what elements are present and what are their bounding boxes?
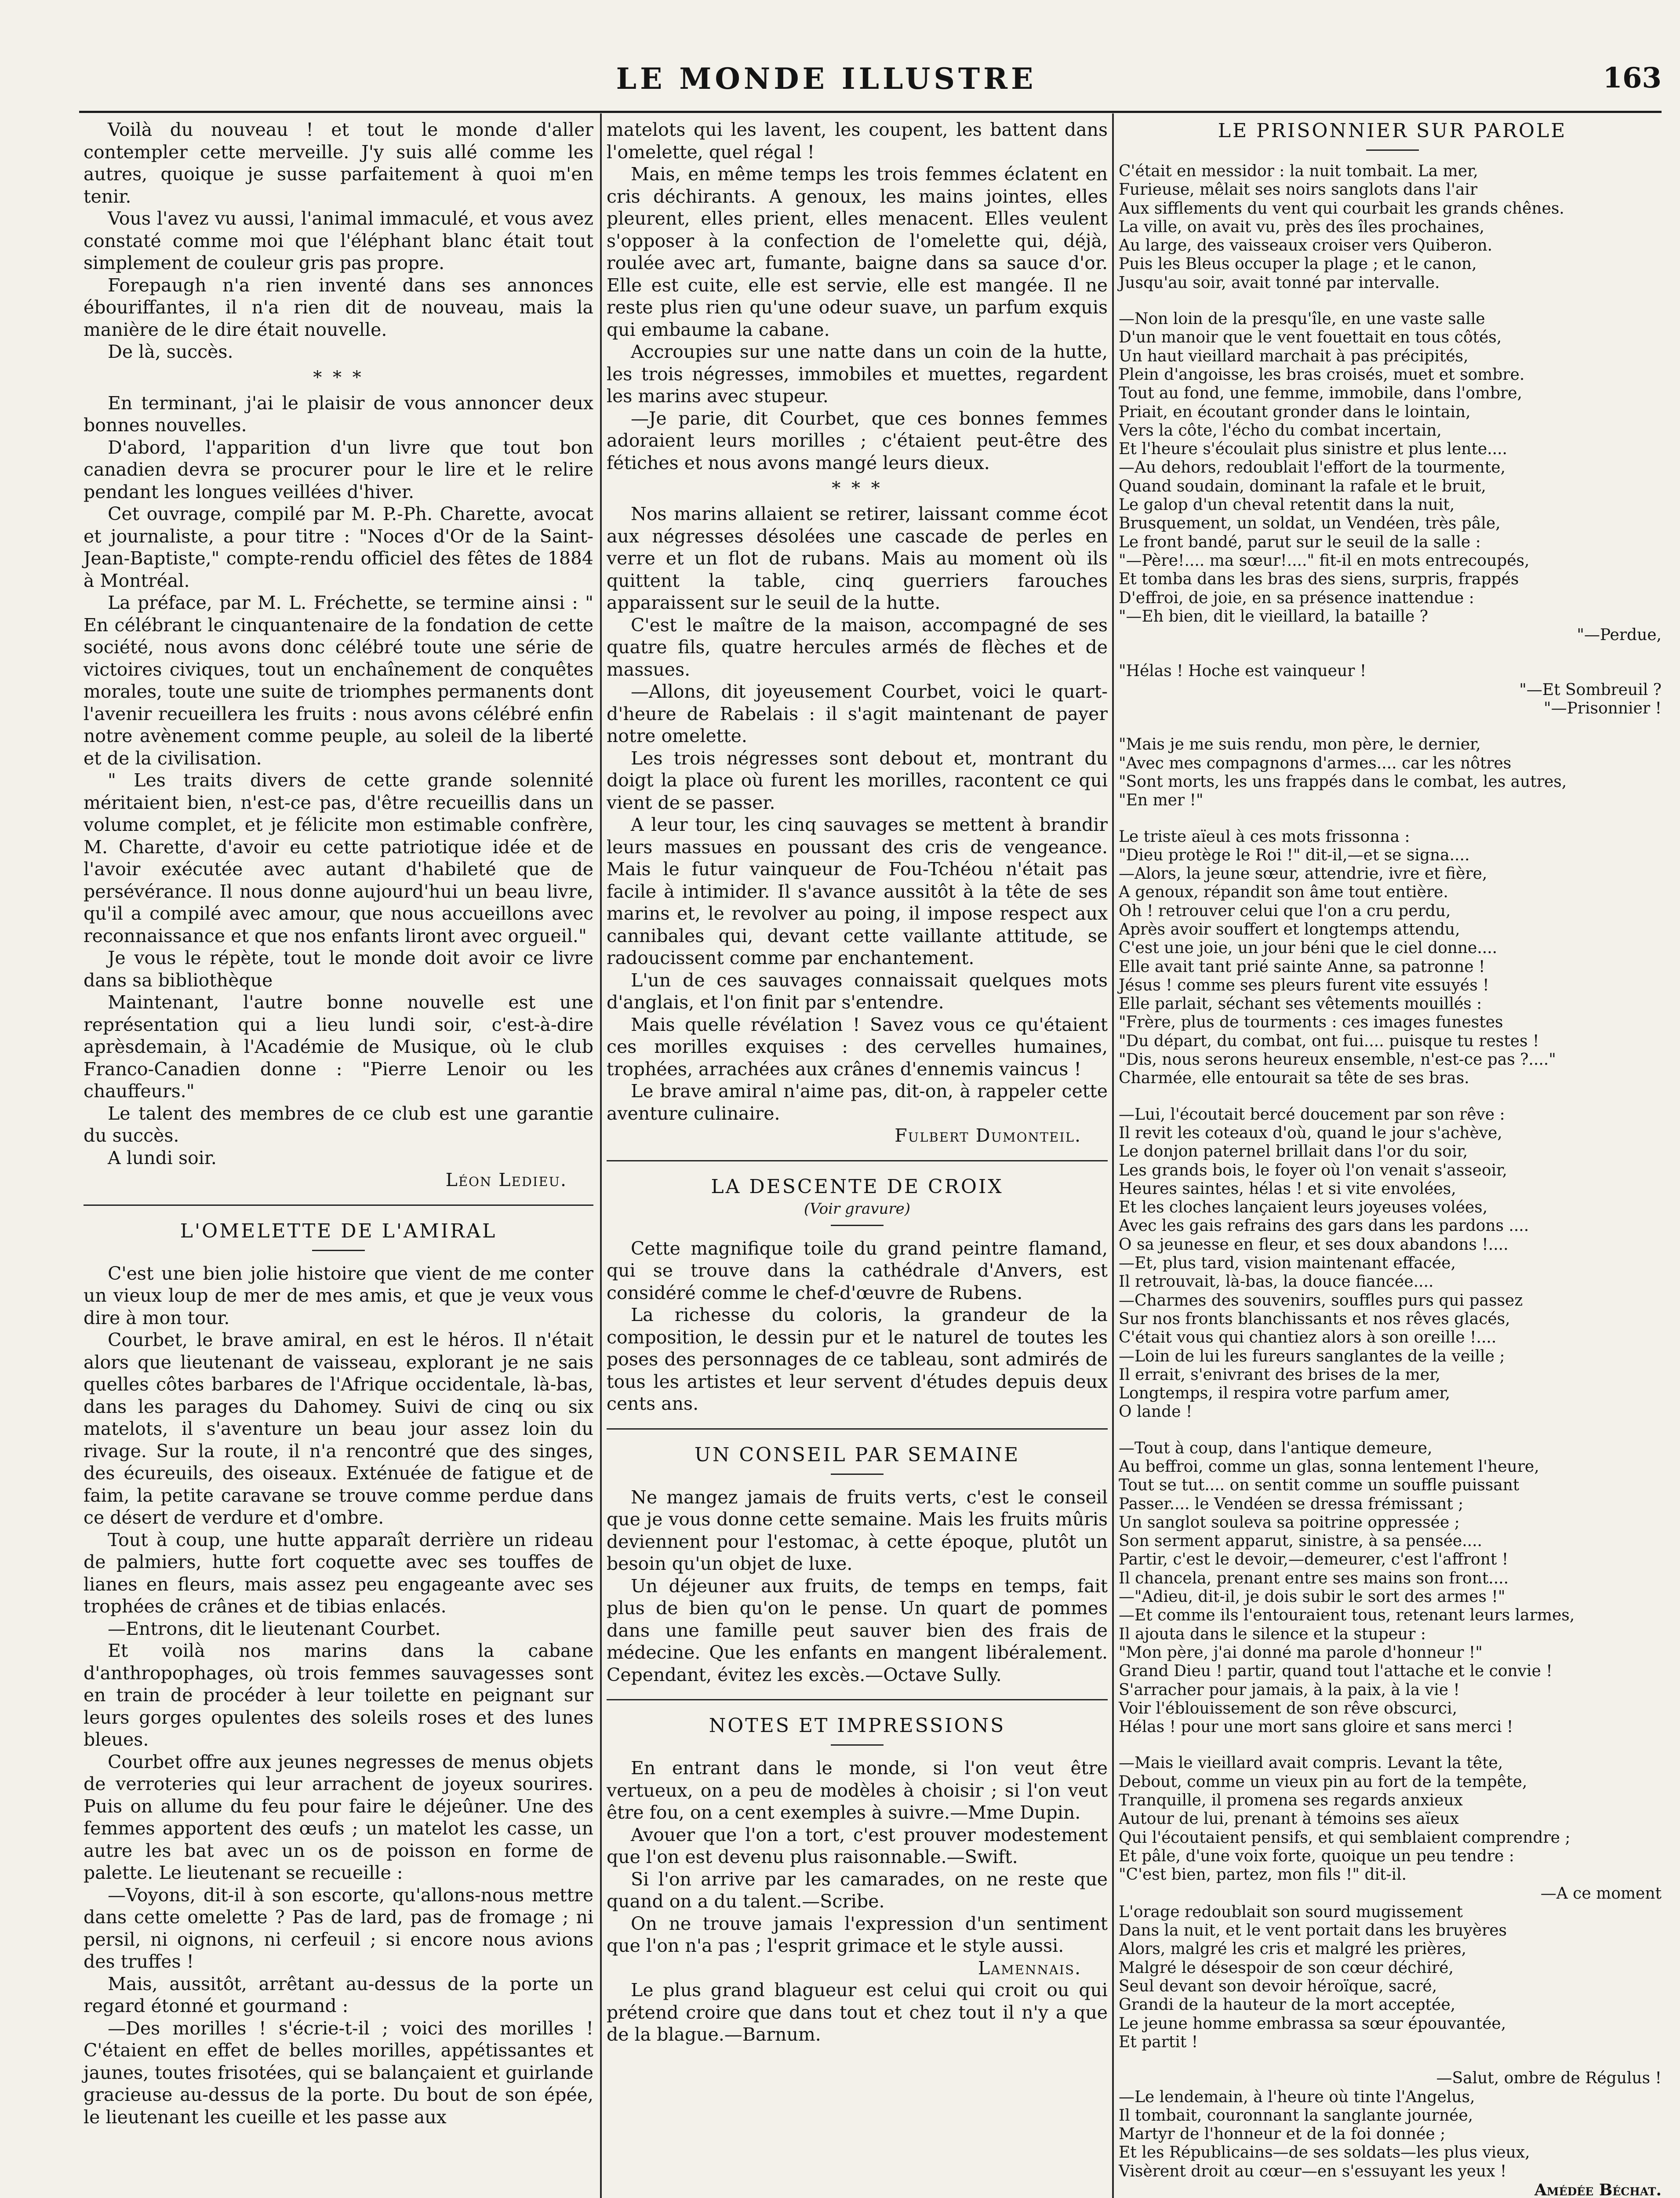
poem-line: Au large, des vaisseaux croiser vers Quiberon.	[1119, 237, 1493, 255]
chronique-paragraph: Je vous le répète, tout le monde doit avoir ce livre dans sa bibliothèque	[84, 947, 593, 991]
omelette-paragraph: Accroupies sur une natte dans un coin de la hutte, les trois négresses, immobiles et muettes, regardent les marins avec stupeur.	[607, 341, 1108, 407]
poem-line: L'orage redoublait son sourd mugissement	[1119, 1903, 1463, 1921]
section-asterism: * * *	[832, 478, 883, 499]
poem-line: Le donjon paternel brillait dans l'or du soir,	[1119, 1143, 1468, 1161]
chronique-paragraph: " Les traits divers de cette grande solennité méritaient bien, n'est-ce pas, d'être recueillis dans un volume complet, et je félicite mon estimable confrère, M. Charette, d'avoir eu cette patriotique idée et de l'avoir exécutée avec autant d'habileté que de persévérance. Il nous donne aujourd'hui un beau livre, qu'il a compilé avec amour, que nous accueillons avec reconnaissance et que nos enfants liront avec orgueil."	[84, 770, 593, 946]
poem-line: —"Adieu, dit-il, je dois subir le sort des armes !"	[1119, 1588, 1505, 1606]
poem-line: Charmée, elle entourait sa tête de ses bras.	[1119, 1069, 1469, 1088]
poem-line: —Mais le vieillard avait compris. Levant la tête,	[1119, 1754, 1503, 1772]
title-underline	[831, 1474, 884, 1475]
omelette-paragraph: Le brave amiral n'aime pas, dit-on, à rappeler cette aventure culinaire.	[607, 1081, 1108, 1124]
poem-line: Jésus ! comme ses pleurs furent vite essuyés !	[1119, 976, 1489, 994]
poem-line: Quand soudain, dominant la rafale et le bruit,	[1119, 477, 1486, 495]
poem-line: Et tomba dans les bras des siens, surpris, frappés	[1119, 570, 1519, 589]
omelette-paragraph: Courbet offre aux jeunes negresses de menus objets de verroteries qui leur arrachent de joyeux sourires. Puis on allume du feu pour faire le déjeûner. Une des femmes apportent des œufs ; un matelot les casse, un autre les bat avec un os de poisson en forme de palette. Le lieutenant se recueille :	[84, 1751, 593, 1883]
omelette-paragraph: Et voilà nos marins dans la cabane d'anthropophages, où trois femmes sauvagesses sont en train de procéder à leur toilette en peignant sur leurs gorges opulentes des soleils roses et des lunes bleues.	[84, 1640, 593, 1750]
poem-line: Sur nos fronts blanchissants et nos rêves glacés,	[1119, 1310, 1510, 1328]
poem-line: —Au dehors, redoublait l'effort de la tourmente,	[1119, 459, 1505, 477]
poem-line: Tout se tut.... on sentit comme un souffle puissant	[1119, 1476, 1520, 1495]
poem-line: Et partit !	[1119, 2033, 1198, 2051]
poem-line: O sa jeunesse en fleur, et ses doux abandons !....	[1119, 1235, 1509, 1254]
chronique-paragraph: Voilà du nouveau ! et tout le monde d'aller contempler cette merveille. J'y suis allé comme les autres, quoique je susse parfaitement à quoi m'en tenir.	[84, 119, 593, 207]
omelette-paragraph: Courbet, le brave amiral, en est le héros. Il n'était alors que lieutenant de vaisseau, explorant je ne sais quelles côtes barbares de l'Afrique occidentale, là-bas, dans les parages du Dahomey. Suivi de cinq ou six matelots, il s'aventure un beau jour assez loin du rivage. Sur la route, il n'a rencontré que des singes, des écureuils, des oiseaux. Exténuée de fatigue et de faim, la petite caravane se trouve comme perdue dans ce désert de verdure et d'ombre.	[84, 1329, 593, 1528]
poem-line: Le front bandé, parut sur le seuil de la salle :	[1119, 533, 1481, 551]
poem-line: Furieuse, mêlait ses noirs sanglots dans l'air	[1119, 181, 1478, 199]
poem-line: —Et, plus tard, vision maintenant effacée,	[1119, 1254, 1456, 1273]
poem-line: Un sanglot souleva sa poitrine oppressée ;	[1119, 1513, 1460, 1532]
poem-line: —A ce moment	[1540, 1884, 1662, 1903]
poem-line: "—Eh bien, dit le vieillard, la bataille ?	[1119, 607, 1428, 626]
poem-line: Avec les gais refrains des gars dans les pardons ....	[1119, 1217, 1529, 1235]
poem-line: Jusqu'au soir, avait tonné par intervalle.	[1119, 273, 1440, 292]
notes-maxim: Si l'on arrive par les camarades, on ne reste que quand on a du talent.—Scribe.	[607, 1868, 1108, 1912]
column-2	[607, 119, 1108, 2046]
poem-line: Hélas ! pour une mort sans gloire et sans merci !	[1119, 1718, 1513, 1736]
poem-stanza	[1119, 1903, 1666, 2052]
poem-line: Il retrouvait, là-bas, la douce fiancée....	[1119, 1273, 1434, 1291]
omelette-paragraph: Mais quelle révélation ! Savez vous ce qu'étaient ces morilles exquises : des cervelles humaines, trophées, arrachées aux crânes d'ennemis vaincus !	[607, 1014, 1108, 1080]
poem-stanza	[1119, 2088, 1666, 2181]
omelette-paragraph: Nos marins allaient se retirer, laissant comme écot aux négresses désolées une cascade de perles en verre et un flot de rubans. Mais au moment où ils quittent la table, cinq guerriers farouches apparaissent sur le seuil de la hutte.	[607, 503, 1108, 613]
poem-line: Et pâle, d'une voix forte, quoique un peu tendre :	[1119, 1847, 1514, 1865]
poem-line: "Sont morts, les uns frappés dans le combat, les autres,	[1119, 772, 1567, 791]
chronique-paragraph: La préface, par M. L. Fréchette, se termine ainsi : " En célébrant le cinquantenaire de la fondation de cette société, nous avons donc célébré toute une série de victoires civiques, tout un enchaînement de conquêtes morales, toute une suite de triomphes permanents dont l'avenir recueillera les fruits : nous avons célébré enfin notre avènement comme peuple, au soleil de la liberté et de la civilisation.	[84, 592, 594, 769]
poem-line: —Alors, la jeune sœur, attendrie, ivre et fière,	[1119, 865, 1487, 883]
poem-line: Debout, comme un vieux pin au fort de la tempête,	[1119, 1772, 1527, 1791]
poem-stanza	[1119, 162, 1666, 292]
poem-line: Le galop d'un cheval retentit dans la nuit,	[1119, 496, 1455, 514]
notes-maxim: On ne trouve jamais l'expression d'un sentiment que l'on n'a pas ; l'esprit grimace et le style aussi.	[607, 1913, 1108, 1956]
poem-line: Il ajouta dans le silence et la stupeur :	[1119, 1625, 1426, 1643]
omelette-paragraph: —Allons, dit joyeusement Courbet, voici le quart-d'heure de Rabelais : il s'agit maintenant de payer notre omelette.	[607, 681, 1108, 746]
poem-line: Et les Républicains—de ses soldats—les plus vieux,	[1119, 2143, 1530, 2162]
poem-line: Alors, malgré les cris et malgré les prières,	[1119, 1940, 1466, 1958]
poem-line: Tout au fond, une femme, immobile, dans l'ombre,	[1119, 384, 1522, 403]
poem-line: S'arracher pour jamais, à la paix, à la vie !	[1119, 1681, 1460, 1699]
poem-line: Et les cloches lançaient leurs joyeuses volées,	[1119, 1198, 1488, 1217]
descente-subtitle: (Voir gravure)	[804, 1200, 911, 1218]
notes-maxim: En entrant dans le monde, si l'on veut être vertueux, on a peu de modèles à choisir ; si l'on veut être fou, on a cent exemples à suivre.—Mme Dupin.	[607, 1758, 1108, 1823]
header-rule	[79, 111, 1662, 113]
descente-paragraph: Cette magnifique toile du grand peintre flamand, qui se trouve dans la cathédrale d'Anvers, est considéré comme le chef-d'œuvre de Rubens.	[607, 1237, 1108, 1303]
omelette-paragraph: C'est une bien jolie histoire que vient de me conter un vieux loup de mer de mes amis, et que je veux vous dire à mon tour.	[84, 1263, 593, 1328]
poem-line: "—Prisonnier !	[1544, 699, 1662, 718]
chronique-paragraph: D'abord, l'apparition d'un livre que tout bon canadien devra se procurer pour le lire et le relire pendant les longues veillées d'hiver.	[84, 437, 593, 502]
chronique-signature: Léon Ledieu.	[445, 1169, 567, 1190]
poem-line: —Le lendemain, à l'heure où tinte l'Angelus,	[1119, 2088, 1475, 2106]
descente-title: LA DESCENTE DE CROIX	[711, 1175, 1004, 1198]
poem-stanza	[1119, 828, 1666, 1088]
poem-line: Visèrent droit au cœur—en s'essuyant les yeux !	[1119, 2162, 1507, 2180]
omelette-paragraph: L'un de ces sauvages connaissait quelques mots d'anglais, et l'on finit par s'entendre.	[607, 969, 1108, 1013]
poem-line: "—Père!.... ma sœur!...." fit-il en mots entrecoupés,	[1119, 551, 1530, 570]
poem-title: LE PRISONNIER SUR PAROLE	[1218, 120, 1567, 142]
poem-line: Il errait, s'enivrant des brises de la mer,	[1119, 1365, 1440, 1384]
poem-line: Puis les Bleus occuper la plage ; et le canon,	[1119, 255, 1477, 273]
poem-line: D'un manoir que le vent fouettait en tous côtés,	[1119, 328, 1502, 347]
poem-line: C'était en messidor : la nuit tombait. La mer,	[1119, 162, 1478, 180]
omelette-paragraph: —Des morilles ! s'écrie-t-il ; voici des morilles ! C'étaient en effet de belles morilles, appétissantes et jaunes, toutes frisotées, qui se balançaient et guirlande gracieuse au-dessus de la porte. Du bout de son épée, le lieutenant les cueille et les passe aux	[84, 2017, 593, 2128]
poem-line: Priait, en écoutant gronder dans le lointain,	[1119, 403, 1471, 421]
poem-line: Vers la côte, l'écho du combat incertain,	[1119, 421, 1442, 440]
poem-line: Martyr de l'honneur et de la foi donnée ;	[1119, 2125, 1446, 2143]
omelette-paragraph: matelots qui les lavent, les coupent, les battent dans l'omelette, quel régal !	[607, 119, 1108, 163]
chronique-paragraph: Forepaugh n'a rien inventé dans ses annonces ébouriffantes, il n'a rien dit de nouveau, mais la manière de le dire était nouvelle.	[84, 274, 593, 340]
chronique-paragraph: A lundi soir.	[108, 1147, 217, 1168]
poem-line: D'effroi, de joie, en sa présence inattendue :	[1119, 589, 1474, 607]
section-separator	[607, 1428, 1108, 1430]
poem-line: —Salut, ombre de Régulus !	[1436, 2069, 1662, 2088]
conseil-title: UN CONSEIL PAR SEMAINE	[694, 1443, 1020, 1466]
poem-line: Le triste aïeul à ces mots frissonna :	[1119, 827, 1410, 846]
poem-line: Au beffroi, comme un glas, sonna lentement l'heure,	[1119, 1458, 1539, 1476]
section-separator	[607, 1160, 1108, 1161]
poem-line: Aux sifflements du vent qui courbait les grands chênes.	[1119, 199, 1564, 218]
poem-line: Son serment apparut, sinistre, à sa pensée....	[1119, 1532, 1482, 1550]
title-underline	[831, 1744, 884, 1746]
descente-paragraph: La richesse du coloris, la grandeur de la composition, le dessin pur et le naturel de toutes les poses des personnages de ce tableau, sont admirés de tous les artistes et leur servent d'études depuis deux cents ans.	[607, 1304, 1108, 1414]
poem-line: C'est une joie, un jour béni que le ciel donne....	[1119, 939, 1498, 957]
poem-line: —Tout à coup, dans l'antique demeure,	[1119, 1439, 1433, 1457]
chronique-paragraph: En terminant, j'ai le plaisir de vous annoncer deux bonnes nouvelles.	[84, 392, 593, 436]
poem-line: Qui l'écoutaient pensifs, et qui semblaient comprendre ;	[1119, 1828, 1571, 1847]
section-separator	[84, 1205, 593, 1206]
omelette-paragraph: C'est le maître de la maison, accompagné de ses quatre fils, quatre hercules armés de flèches et de massues.	[607, 614, 1108, 680]
omelette-signature: Fulbert Dumonteil.	[895, 1125, 1081, 1146]
poem-line: Grand Dieu ! partir, quand tout l'attache et le convie !	[1119, 1662, 1553, 1681]
poem-line: —Non loin de la presqu'île, en une vaste salle	[1119, 310, 1485, 328]
poem-line: O lande !	[1119, 1403, 1193, 1421]
poem-line: "—Perdue,	[1577, 626, 1662, 644]
notes-maxim-author: Lamennais.	[978, 1957, 1081, 1979]
column-divider-1	[600, 113, 602, 2198]
poem-line: Après avoir souffert et longtemps attendu,	[1119, 920, 1460, 939]
poem-line: —Charmes des souvenirs, souffles purs qui passez	[1119, 1291, 1523, 1310]
poem-line: Tranquille, il promena ses regards anxieux	[1119, 1791, 1463, 1810]
omelette-title: L'OMELETTE DE L'AMIRAL	[180, 1219, 497, 1242]
poem-line: Les grands bois, le foyer où l'on venait s'asseoir,	[1119, 1161, 1507, 1179]
poem-line: Plein d'angoisse, les bras croisés, muet et sombre.	[1119, 365, 1525, 384]
poem-line: "Mais je me suis rendu, mon père, le dernier,	[1119, 735, 1481, 754]
poem-line: Elle parlait, séchant ses vêtements mouillés :	[1119, 995, 1482, 1013]
omelette-paragraph: —Je parie, dit Courbet, que ces bonnes femmes adoraient leurs morilles ; c'étaient peut-être des fétiches et nous avons mangé leurs dieux.	[607, 408, 1108, 473]
poem-line: "Dis, nous serons heureux ensemble, n'est-ce pas ?...."	[1119, 1051, 1556, 1069]
poem-line: "Hélas ! Hoche est vainqueur !	[1119, 662, 1367, 681]
poem-stanza	[1119, 662, 1666, 681]
omelette-paragraph: Mais, aussitôt, arrêtant au-dessus de la porte un regard étonné et gourmand :	[84, 1973, 593, 2016]
chronique-paragraph: De là, succès.	[108, 341, 233, 362]
chronique-paragraph: Maintenant, l'autre bonne nouvelle est une représentation qui a lieu lundi soir, c'est-à-dire aprèsdemain, à l'Académie de Musique, où le club Franco-Canadien donne : "Pierre Lenoir ou les chauffeurs."	[84, 992, 593, 1102]
column-divider-2	[1112, 113, 1114, 2198]
poem-line: Le jeune homme embrassa sa sœur épouvantée,	[1119, 2014, 1506, 2033]
omelette-paragraph: —Entrons, dit le lieutenant Courbet.	[108, 1618, 441, 1639]
conseil-paragraph: Ne mangez jamais de fruits verts, c'est le conseil que je vous donne cette semaine. Mais les fruits mûris deviennent pour l'estomac, à cette époque, plutôt un besoin qu'un objet de luxe.	[607, 1486, 1108, 1574]
poem-line: Il revit les coteaux d'où, quand le jour s'achève,	[1119, 1124, 1502, 1142]
title-underline	[831, 1225, 884, 1226]
omelette-paragraph: Mais, en même temps les trois femmes éclatent en cris déchirants. A genoux, les mains jointes, elles pleurent, elles prient, elles menacent. Elles veulent s'opposer à la confection de l'omelette qui, déjà, roulée avec art, fumante, baigne dans sa sauce d'or. Elle est cuite, elle est servie, elle est mangée. Il ne reste plus rien qu'une odeur suave, un parfum exquis qui embaume la cabane.	[607, 164, 1108, 340]
omelette-paragraph: Les trois négresses sont debout et, montrant du doigt la place où furent les morilles, racontent ce qui vient de se passer.	[607, 747, 1108, 813]
poem-stanza	[1119, 1439, 1666, 1737]
poem-line: "Frère, plus de tourments : ces images funestes	[1119, 1013, 1503, 1032]
poem-stanza	[1119, 735, 1666, 810]
poem-line: Et l'heure s'écoulait plus sinistre et plus lente....	[1119, 440, 1508, 459]
conseil-paragraph: Un déjeuner aux fruits, de temps en temps, fait plus de bien qu'on le pense. Un quart de pommes dans une famille peut sauver bien des frais de médecine. Que les enfants en mangent libéralement. Cependant, évitez les excès.—Octave Sully.	[607, 1575, 1108, 1685]
notes-maxim: Avouer que l'on a tort, c'est prouver modestement que l'on est devenu plus raisonnable.—Swift.	[607, 1824, 1108, 1867]
poem-line: Il tombait, couronnant la sanglante journée,	[1119, 2106, 1473, 2125]
poem-body	[1119, 162, 1666, 2198]
poem-line: "Dieu protège le Roi !" dit-il,—et se signa....	[1119, 846, 1470, 864]
poem-line: Oh ! retrouver celui que l'on a cru perdu,	[1119, 902, 1451, 920]
page-header	[0, 0, 1680, 132]
column-1	[84, 119, 593, 2128]
poem-line: Seul devant son devoir héroïque, sacré,	[1119, 1977, 1437, 1996]
notes-maxim: Le plus grand blagueur est celui qui croit ou qui prétend croire que dans tout et chez tout il n'y a que de la blague.—Barnum.	[607, 1980, 1108, 2045]
chronique-paragraph: Vous l'avez vu aussi, l'animal immaculé, et vous avez constaté comme moi que l'éléphant blanc était tout simplement de couleur gris pas propre.	[84, 208, 593, 273]
poem-line: "En mer !"	[1119, 791, 1204, 810]
poem-line: Un haut vieillard marchait à pas précipités,	[1119, 347, 1469, 365]
poem-line: C'était vous qui chantiez alors à son oreille !....	[1119, 1328, 1497, 1347]
notes-title: NOTES ET IMPRESSIONS	[709, 1714, 1006, 1737]
omelette-paragraph: —Voyons, dit-il à son escorte, qu'allons-nous mettre dans cette omelette ? Pas de lard, pas de fromage ; ni persil, ni oignons, ni cerfeuil ; si encore nous avions des truffes !	[84, 1884, 593, 1972]
omelette-paragraph: A leur tour, les cinq sauvages se mettent à brandir leurs massues en poussant des cris de vengeance. Mais le futur vainqueur de Fou-Tchéou n'était pas facile à intimider. Il s'avance aussitôt à la tête de ses marins et, le revolver au poing, il impose respect aux cannibales qui, devant cette vaillante attitude, se radoucissent comme par enchantement.	[607, 814, 1108, 968]
page-number: 163	[1603, 62, 1662, 95]
poem-line: —Loin de lui les fureurs sanglantes de la veille ;	[1119, 1347, 1505, 1365]
poem-line: Grandi de la hauteur de la mort acceptée,	[1119, 1996, 1456, 2014]
poem-line: Il chancela, prenant entre ses mains son front....	[1119, 1569, 1509, 1587]
poem-line: Heures saintes, hélas ! et si vite envolées,	[1119, 1179, 1456, 1198]
poem-line: "Du départ, du combat, ont fui.... puisque tu restes !	[1119, 1032, 1539, 1050]
poem-stanza	[1119, 1754, 1666, 1884]
poem-line: Voir l'éblouissement de son rêve obscurci,	[1119, 1699, 1458, 1718]
poem-line: Dans la nuit, et le vent portait dans les bruyères	[1119, 1921, 1507, 1940]
chronique-paragraph: Cet ouvrage, compilé par M. P.-Ph. Charette, avocat et journaliste, a pour titre : "Noces d'Or de la Saint-Jean-Baptiste," compte-rendu officiel des fêtes de 1884 à Montréal.	[84, 503, 593, 591]
omelette-paragraph: Tout à coup, une hutte apparaît derrière un rideau de palmiers, hutte fort coquette avec ses touffes de lianes en fleurs, mais assez peu engageante avec ses trophées de crânes et de tibias enlacés.	[84, 1529, 593, 1617]
poem-line: Malgré le désespoir de son cœur déchiré,	[1119, 1958, 1454, 1977]
poem-line: "Mon père, j'ai donné ma parole d'honneur !"	[1119, 1643, 1483, 1662]
column-3	[1119, 119, 1666, 2198]
poem-line: Autour de lui, prenant à témoins ses aïeux	[1119, 1810, 1459, 1828]
poem-line: La ville, on avait vu, près des îles prochaines,	[1119, 218, 1484, 236]
section-separator	[607, 1699, 1108, 1700]
poem-line: "Avec mes compagnons d'armes.... car les nôtres	[1119, 754, 1512, 772]
newspaper-title: LE MONDE ILLUSTRE	[616, 62, 1037, 96]
poem-line: A genoux, répandit son âme tout entière.	[1119, 883, 1448, 902]
poem-line: Elle avait tant prié sainte Anne, sa patronne !	[1119, 957, 1485, 976]
title-underline	[1366, 149, 1419, 151]
poem-line: "—Et Sombreuil ?	[1519, 681, 1662, 699]
poem-line: "C'est bien, partez, mon fils !" dit-il.	[1119, 1866, 1407, 1884]
poem-stanza	[1119, 310, 1666, 626]
poem-line: Passer.... le Vendéen se dressa frémissant ;	[1119, 1495, 1464, 1513]
poem-signature: Amédée Béchat.	[1534, 2180, 1662, 2198]
poem-line: —Et comme ils l'entouraient tous, retenant leurs larmes,	[1119, 1606, 1575, 1625]
poem-line: Partir, c'est le devoir,—demeurer, c'est l'affront !	[1119, 1550, 1509, 1569]
poem-line: Longtemps, il respira votre parfum amer,	[1119, 1384, 1451, 1403]
section-asterism: * * *	[313, 367, 364, 388]
poem-line: —Lui, l'écoutait bercé doucement par son rêve :	[1119, 1105, 1505, 1124]
chronique-paragraph: Le talent des membres de ce club est une garantie du succès.	[84, 1103, 593, 1146]
poem-stanza	[1119, 1106, 1666, 1422]
title-underline	[312, 1250, 365, 1251]
poem-line: Brusquement, un soldat, un Vendéen, très pâle,	[1119, 514, 1501, 533]
